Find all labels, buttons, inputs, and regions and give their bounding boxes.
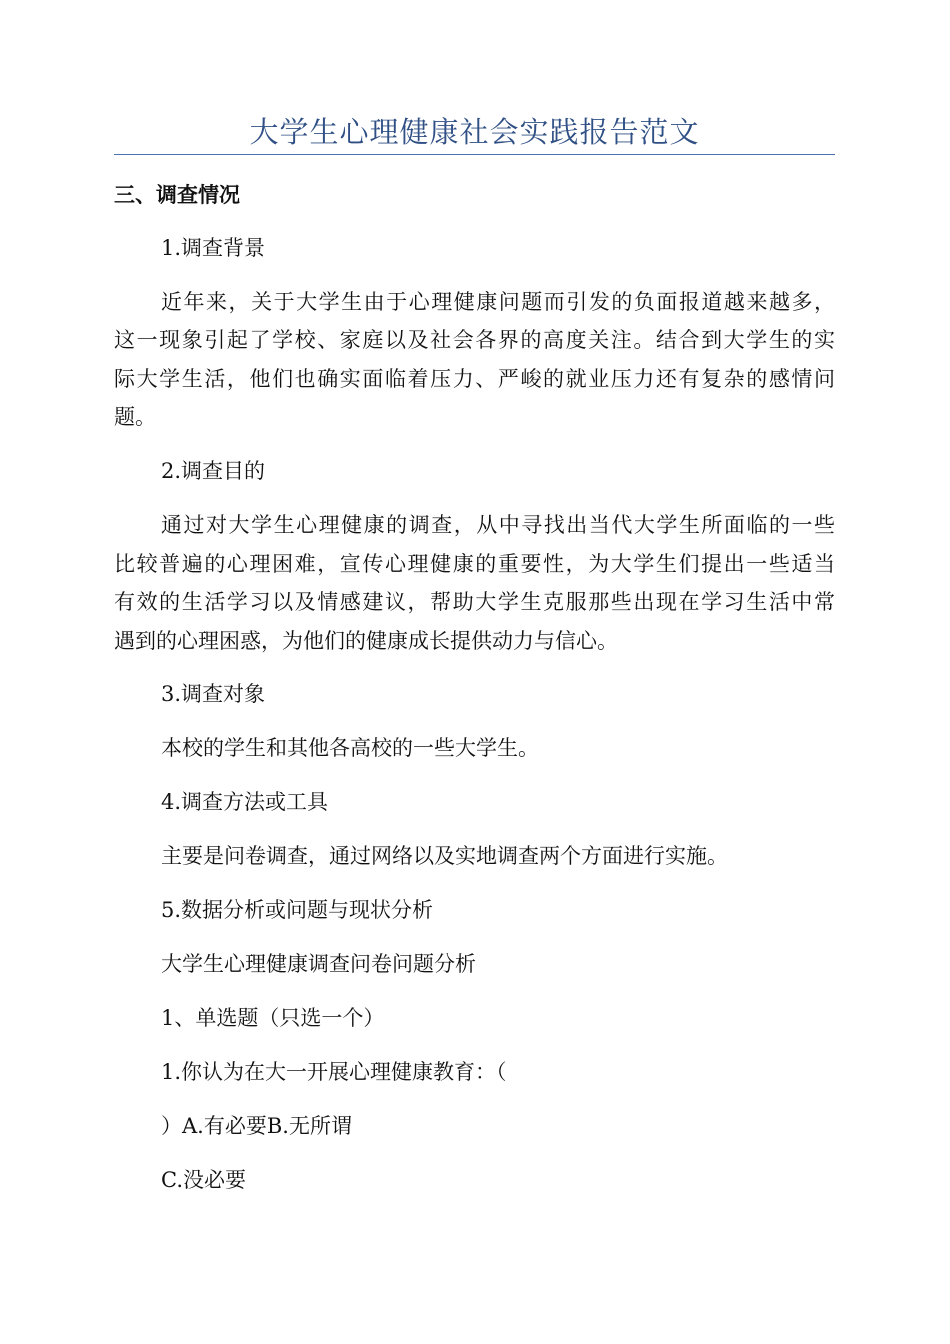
document-title: 大学生心理健康社会实践报告范文	[249, 115, 700, 149]
background-label: 1.调查背景	[161, 236, 266, 260]
question-options: ）A.有必要B.无所谓	[161, 1114, 352, 1138]
background-paragraph-line: 际大学生活，他们也确实面临着压力、严峻的就业压力还有复杂的感情问	[114, 367, 835, 391]
method-text: 主要是问卷调查，通过网络以及实地调查两个方面进行实施。	[161, 844, 728, 868]
subject-label: 3.调查对象	[161, 682, 266, 706]
single-choice-label: 1、单选题（只选一个）	[161, 1006, 385, 1030]
questionnaire-title: 大学生心理健康调查问卷问题分析	[161, 952, 476, 976]
subject-text: 本校的学生和其他各高校的一些大学生。	[161, 736, 539, 760]
background-paragraph-line: 近年来，关于大学生由于心理健康问题而引发的负面报道越来越多，	[161, 290, 835, 314]
background-paragraph-line: 这一现象引起了学校、家庭以及社会各界的高度关注。结合到大学生的实	[114, 328, 835, 352]
purpose-paragraph-line: 比较普遍的心理困难，宣传心理健康的重要性，为大学生们提出一些适当	[114, 552, 835, 576]
purpose-paragraph-line: 遇到的心理困惑，为他们的健康成长提供动力与信心。	[114, 629, 618, 653]
question-option-c: C.没必要	[161, 1168, 246, 1192]
purpose-paragraph-line: 有效的生活学习以及情感建议，帮助大学生克服那些出现在学习生活中常	[114, 590, 835, 614]
purpose-paragraph-line: 通过对大学生心理健康的调查，从中寻找出当代大学生所面临的一些	[161, 513, 835, 537]
background-paragraph-line: 题。	[114, 405, 156, 429]
title-underline	[114, 154, 835, 155]
method-label: 4.调查方法或工具	[161, 790, 329, 814]
analysis-label: 5.数据分析或问题与现状分析	[161, 898, 434, 922]
question-text: 1.你认为在大一开展心理健康教育：（	[161, 1060, 507, 1084]
purpose-label: 2.调查目的	[161, 459, 266, 483]
section-heading: 三、调查情况	[114, 183, 240, 207]
